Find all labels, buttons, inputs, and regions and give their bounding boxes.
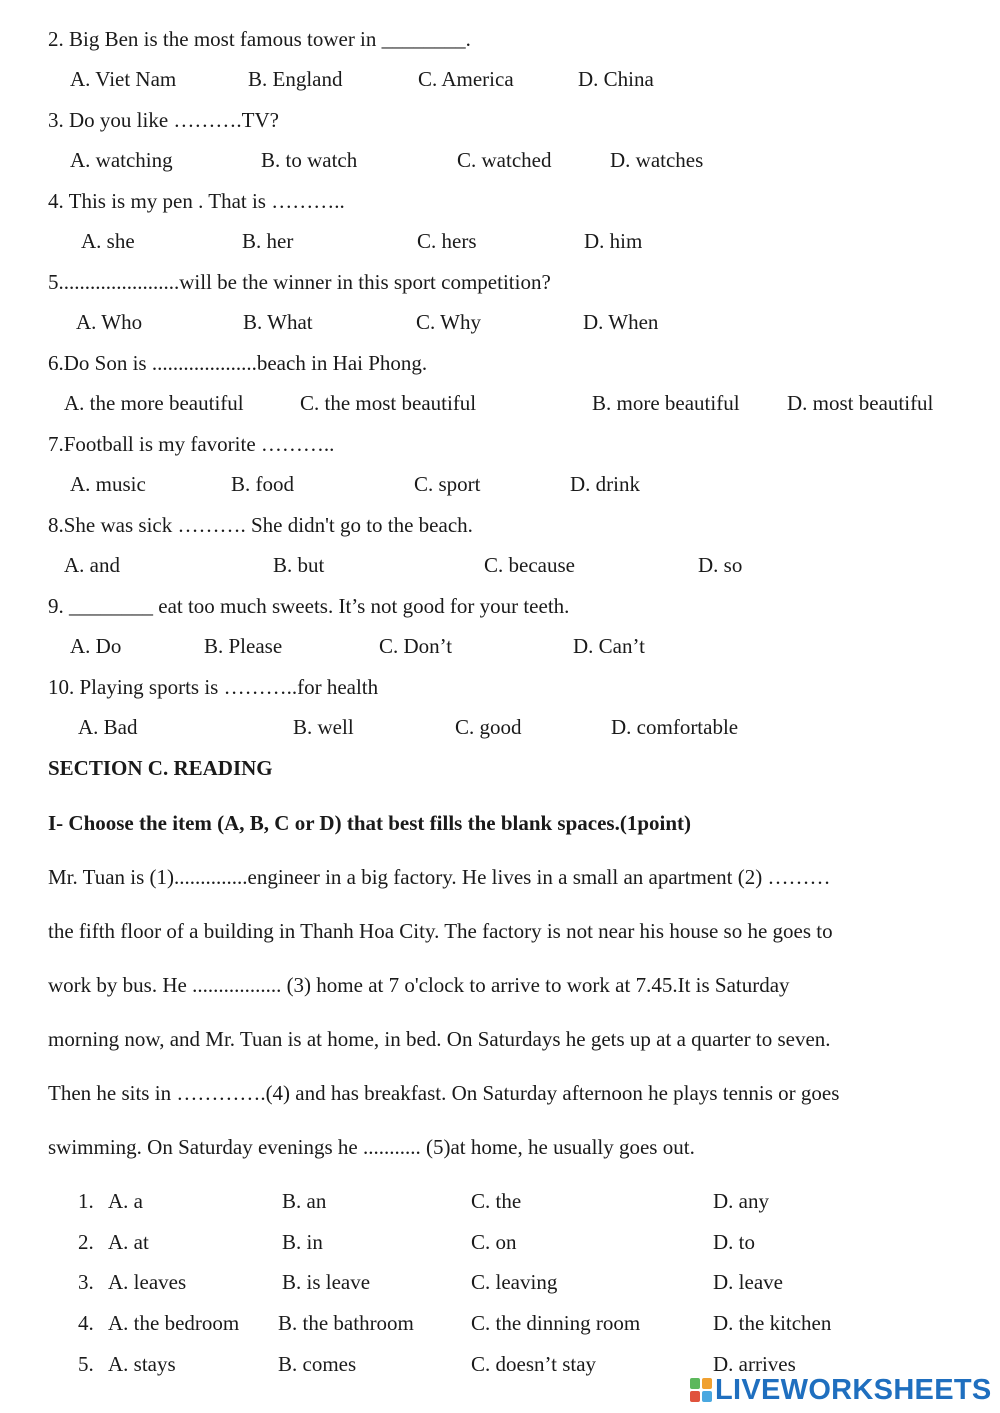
liveworksheets-logo[interactable] (690, 1374, 992, 1406)
option-a: A. watching (70, 148, 173, 172)
option-b: B. What (243, 310, 313, 334)
option-b: B. but (273, 553, 325, 577)
option-c: C. Why (416, 310, 481, 334)
passage-line: Mr. Tuan is (1)..............engineer in a big factory. He lives in a small an apartment (2) ……… (48, 865, 831, 889)
question-stem: 7.Football is my favorite ……….. (48, 432, 335, 456)
option-a: A. the bedroom (108, 1311, 240, 1335)
passage-line: Then he sits in ………….(4) and has breakfast. On Saturday afternoon he plays tennis or goes (48, 1081, 840, 1105)
option-c: C. the (471, 1189, 522, 1213)
passage-line: the fifth floor of a building in Thanh Hoa City. The factory is not near his house so he goes to (48, 919, 833, 943)
question-stem: 2. Big Ben is the most famous tower in ________. (48, 27, 471, 51)
option-b: B. her (242, 229, 294, 253)
option-b: B. well (293, 715, 354, 739)
liveworksheets-wordmark: LIVEWORKSHEETS (715, 1373, 992, 1406)
option-a: A. leaves (108, 1270, 187, 1294)
option-d: D. him (584, 229, 643, 253)
option-c: C. good (455, 715, 522, 739)
option-a: A. Do (70, 634, 122, 658)
option-b: B. Please (204, 634, 283, 658)
option-d: D. most beautiful (787, 391, 934, 415)
question-stem: 4. This is my pen . That is ……….. (48, 189, 345, 213)
option-d: D. drink (570, 472, 640, 496)
option-d: D. Can’t (573, 634, 645, 658)
option-a: A. she (81, 229, 135, 253)
option-b: B. to watch (261, 148, 358, 172)
option-b: B. more beautiful (592, 391, 740, 415)
option-a: A. and (64, 553, 120, 577)
item-number: 4. (78, 1311, 94, 1335)
passage-line: work by bus. He ................. (3) home at 7 o'clock to arrive to work at 7.45.It is Saturday (48, 973, 790, 997)
option-c: C. America (418, 67, 514, 91)
option-d: D. China (578, 67, 654, 91)
option-a: A. Who (76, 310, 143, 334)
option-c: C. hers (417, 229, 477, 253)
option-c: C. leaving (471, 1270, 558, 1294)
option-c: C. watched (457, 148, 552, 172)
question-stem: 6.Do Son is ....................beach in Hai Phong. (48, 351, 428, 375)
question-stem: 5.......................will be the winner in this sport competition? (48, 270, 551, 294)
item-number: 3. (78, 1270, 94, 1294)
question-stem: 9. ________ eat too much sweets. It’s not good for your teeth. (48, 594, 570, 618)
option-b: B. comes (278, 1352, 357, 1376)
option-a: A. a (108, 1189, 143, 1213)
option-b: B. the bathroom (278, 1311, 414, 1335)
option-b: B. is leave (282, 1270, 371, 1294)
option-a: A. Viet Nam (70, 67, 177, 91)
option-c: C. sport (414, 472, 481, 496)
option-c: C. the dinning room (471, 1311, 641, 1335)
liveworksheets-logo-icon (690, 1378, 712, 1402)
option-c: C. the most beautiful (300, 391, 477, 415)
option-a: A. the more beautiful (64, 391, 244, 415)
logo-square-green (690, 1378, 700, 1389)
option-d: D. comfortable (611, 715, 739, 739)
question-stem: 10. Playing sports is ………..for health (48, 675, 379, 699)
option-c: C. on (471, 1230, 517, 1254)
section-title: SECTION C. READING (48, 756, 273, 780)
option-b: B. England (248, 67, 343, 91)
item-number: 1. (78, 1189, 94, 1213)
option-d: D. leave (713, 1270, 783, 1294)
option-c: C. because (484, 553, 575, 577)
logo-square-red (690, 1391, 700, 1402)
instruction: I- Choose the item (A, B, C or D) that best fills the blank spaces.(1point) (48, 811, 692, 835)
question-stem: 8.She was sick ………. She didn't go to the beach. (48, 513, 473, 537)
passage-line: morning now, and Mr. Tuan is at home, in bed. On Saturdays he gets up at a quarter to seven. (48, 1027, 831, 1051)
option-a: A. stays (108, 1352, 176, 1376)
option-a: A. Bad (78, 715, 138, 739)
option-d: D. When (583, 310, 659, 334)
question-stem: 3. Do you like ……….TV? (48, 108, 279, 132)
option-b: B. an (282, 1189, 327, 1213)
option-d: D. the kitchen (713, 1311, 832, 1335)
option-d: D. so (698, 553, 743, 577)
option-d: D. watches (610, 148, 704, 172)
passage-line: swimming. On Saturday evenings he ........... (5)at home, he usually goes out. (48, 1135, 695, 1159)
option-d: D. to (713, 1230, 755, 1254)
option-a: A. music (70, 472, 146, 496)
option-b: B. in (282, 1230, 323, 1254)
option-a: A. at (108, 1230, 149, 1254)
item-number: 2. (78, 1230, 94, 1254)
option-c: C. doesn’t stay (471, 1352, 597, 1376)
option-d: D. any (713, 1189, 769, 1213)
logo-square-orange (702, 1378, 712, 1389)
option-c: C. Don’t (379, 634, 453, 658)
option-d: D. arrives (713, 1352, 796, 1376)
option-b: B. food (231, 472, 294, 496)
item-number: 5. (78, 1352, 94, 1376)
logo-square-blue (702, 1391, 712, 1402)
